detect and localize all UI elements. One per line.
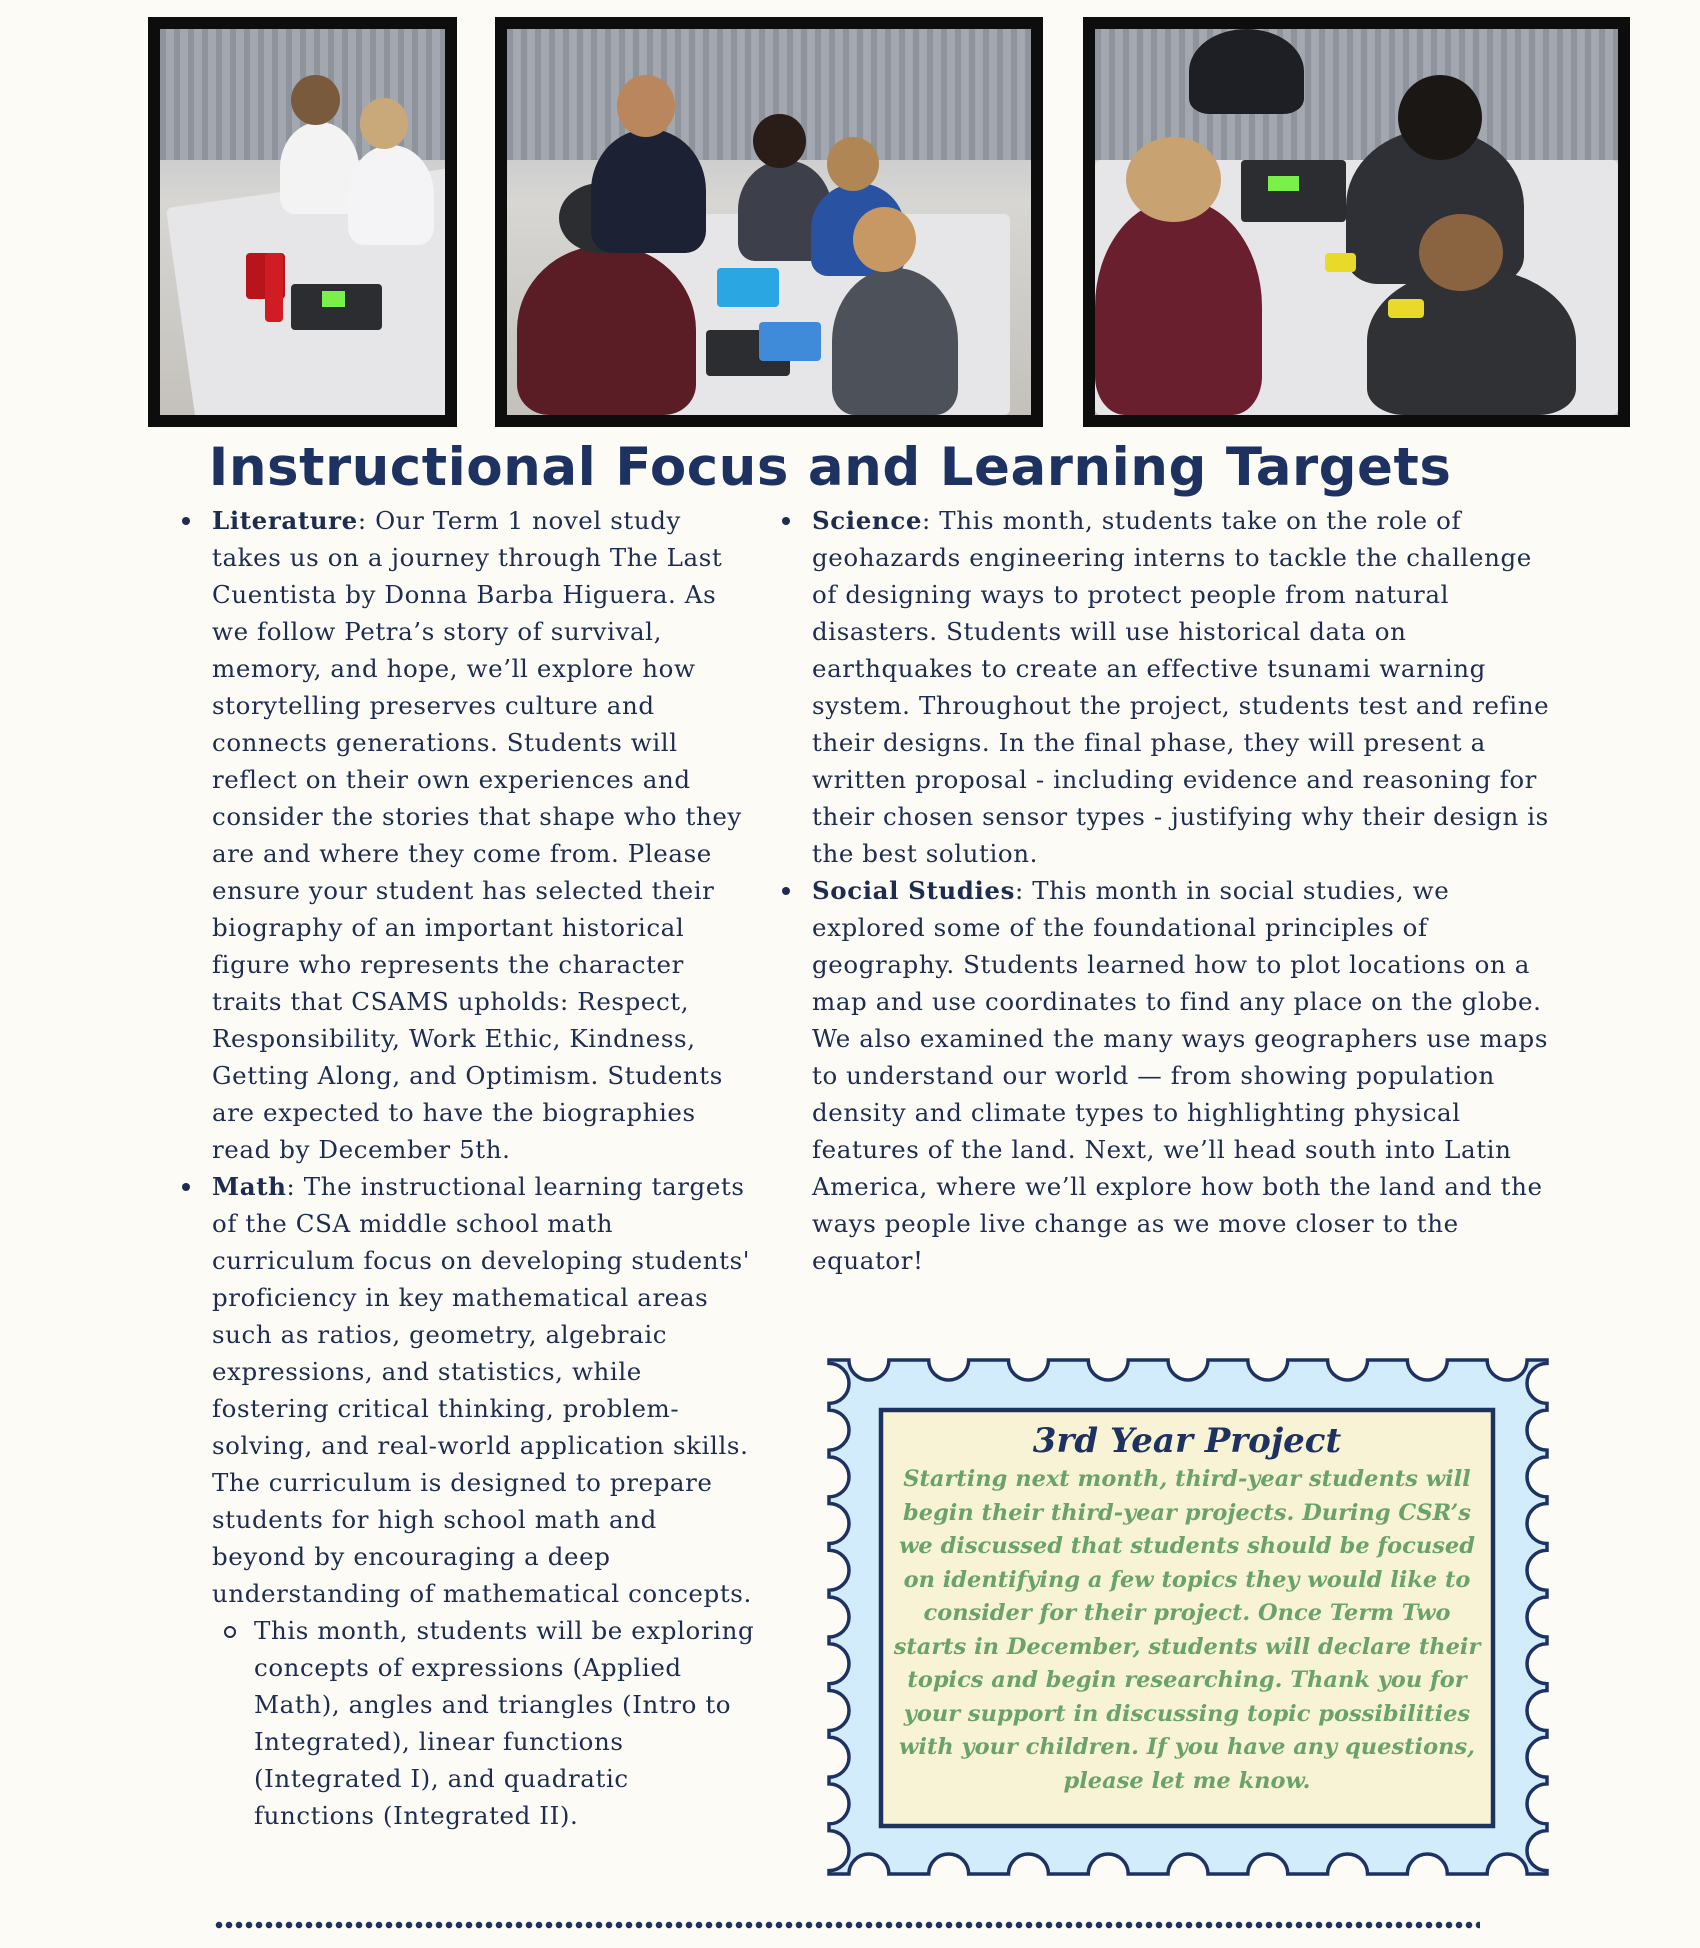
- literature-text: : Our Term 1 novel study takes us on a journey through The Last Cuentista by Donna Barba Higuera. As we follow Petra’s story of survival, memory, and hope, we’ll explore how storytelling preserves culture and connects generations. Students will reflect on their own experiences and consider the stories that shape who they are and where they come from. Please ensure your student has selected their biography of an important historical figure who represents the character traits that CSAMS upholds: Respect, Responsibility, Work Ethic, Kindness, Getting Along, and Optimism. Students are expected to have the biographies read by December 5th.: [212, 506, 742, 1164]
- math-label: Math: [212, 1172, 287, 1201]
- dotted-divider: [214, 1920, 1480, 1930]
- photo-students-cards: [1083, 17, 1630, 427]
- literature-item: [180, 502, 756, 1168]
- photo-students-game-table: [495, 17, 1043, 427]
- science-item: [780, 502, 1560, 872]
- science-label: Science: [812, 506, 923, 535]
- math-text: : The instructional learning targets of the CSA middle school math curriculum focus on developing students' proficiency in key mathematical areas such as ratios, geometry, algebraic expressions, and statistics, while fostering critical thinking, problem-solving, and real-world application skills. The curriculum is designed to prepare students for high school math and beyond by encouraging a deep understanding of mathematical concepts.: [212, 1172, 752, 1608]
- social-studies-item: [780, 872, 1560, 1279]
- math-item: [180, 1168, 756, 1834]
- math-sub-item: This month, students will be exploring concepts of expressions (Applied Math), angles and triangles (Intro to Integrated), linear functions (Integrated I), and quadratic functions (Integrated II).: [212, 1612, 756, 1834]
- project-box-title: 3rd Year Project: [1032, 1421, 1342, 1461]
- third-year-project-box: [826, 1357, 1550, 1877]
- social-studies-text: : This month in social studies, we explored some of the foundational principles of geography. Students learned how to plot locations on a map and use coordinates to find any place on the globe. We also examined the many ways geographers use maps to understand our world — from showing population density and climate types to highlighting physical features of the land. Next, we’ll head south into Latin America, where we’ll explore how both the land and the ways people live change as we move closer to the equator!: [812, 876, 1549, 1275]
- right-column: [780, 502, 1560, 1279]
- project-box-text: Starting next month, third-year students will begin their third-year projects. During CSR’s we discussed that students should be focused on identifying a few topics they would like to consider for their project. Once Term Two starts in December, students will declare their topics and begin researching. Thank you for your support in discussing topic possibilities with your children. If you have any questions, please let me know.: [893, 1466, 1481, 1794]
- page-title: Instructional Focus and Learning Targets: [208, 437, 1452, 498]
- science-text: : This month, students take on the role of geohazards engineering interns to tackle the challenge of designing ways to protect people from natural disasters. Students will use historical data on earthquakes to create an effective tsunami warning system. Throughout the project, students test and refine their designs. In the final phase, they will present a written proposal - including evidence and reasoning for their chosen sensor types - justifying why their design is the best solution.: [812, 506, 1550, 868]
- literature-label: Literature: [212, 506, 358, 535]
- social-studies-label: Social Studies: [812, 876, 1016, 905]
- photo-students-building: [148, 17, 457, 427]
- left-column: [180, 502, 756, 1834]
